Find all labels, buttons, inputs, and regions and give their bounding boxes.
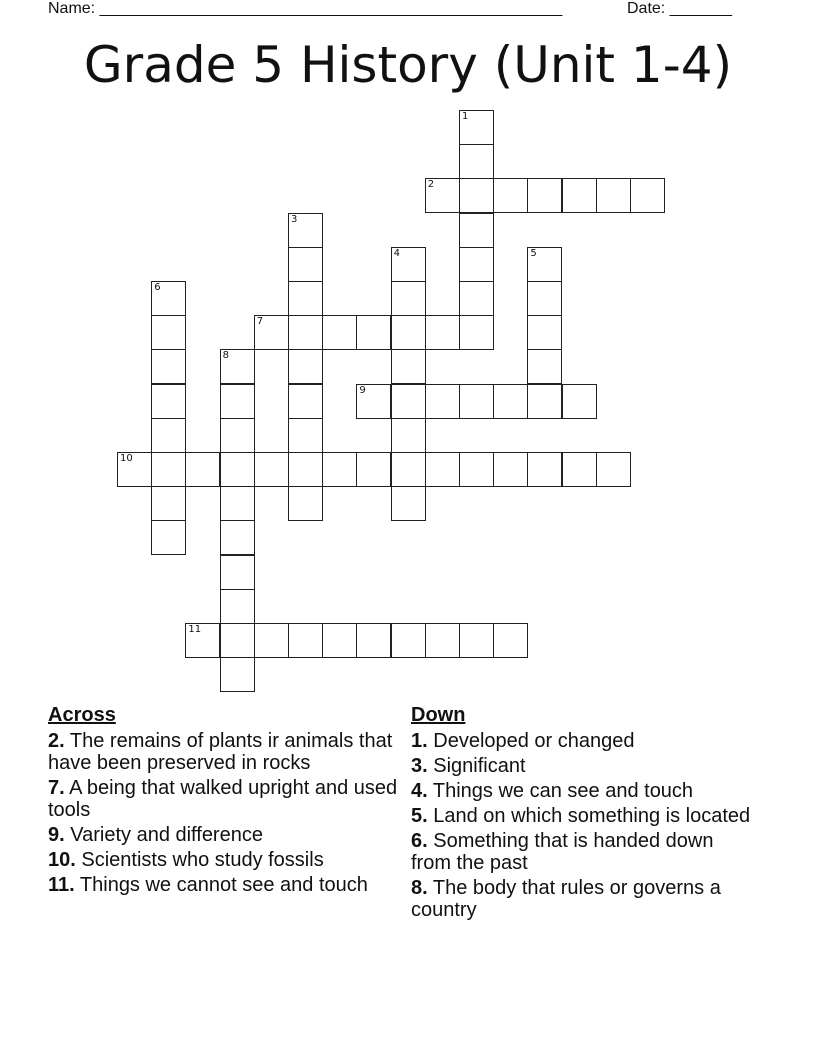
grid-cell[interactable]: [425, 315, 460, 350]
grid-cell[interactable]: [391, 623, 426, 658]
grid-cell[interactable]: [391, 384, 426, 419]
grid-cell[interactable]: [425, 178, 460, 213]
grid-cell[interactable]: [391, 281, 426, 316]
clue-text: Developed or changed: [433, 730, 635, 752]
clue-number-label: 3: [291, 213, 298, 225]
clue-across-11: [48, 874, 398, 896]
grid-cell[interactable]: [288, 623, 323, 658]
grid-cell[interactable]: [527, 349, 562, 384]
grid-cell[interactable]: [459, 178, 494, 213]
grid-cell[interactable]: [220, 384, 255, 419]
grid-cell[interactable]: [220, 418, 255, 453]
grid-cell[interactable]: [220, 520, 255, 555]
clue-number-label: 1: [462, 111, 469, 122]
grid-cell[interactable]: [151, 520, 186, 555]
clue-number: 4.: [411, 780, 428, 802]
clue-number-label: 10: [120, 453, 133, 464]
clue-down-3: [411, 755, 756, 777]
clue-down-6: [411, 830, 756, 874]
grid-cell[interactable]: [630, 178, 665, 213]
clue-number-label: 5: [530, 247, 537, 259]
across-clues: [48, 703, 398, 896]
grid-cell[interactable]: [391, 247, 426, 282]
clue-number: 11.: [48, 874, 75, 896]
grid-cell[interactable]: [391, 349, 426, 384]
grid-cell[interactable]: [459, 144, 494, 179]
grid-cell[interactable]: [185, 452, 220, 487]
grid-cell[interactable]: [493, 178, 528, 213]
grid-cell[interactable]: [459, 384, 494, 419]
clue-text: Land on which something is located: [433, 805, 751, 827]
clue-across-10: [48, 849, 398, 871]
grid-cell[interactable]: [254, 315, 289, 350]
clue-number: 9.: [48, 824, 65, 846]
grid-cell[interactable]: [288, 281, 323, 316]
grid-cell[interactable]: [391, 418, 426, 453]
grid-cell[interactable]: [220, 657, 255, 692]
clue-number-label: 8: [222, 350, 229, 362]
grid-cell[interactable]: [288, 315, 323, 350]
grid-cell[interactable]: [425, 452, 460, 487]
down-heading: Down: [411, 704, 466, 726]
grid-cell[interactable]: [596, 452, 631, 487]
grid-cell[interactable]: [459, 281, 494, 316]
grid-cell[interactable]: [356, 315, 391, 350]
clue-number: 6.: [411, 830, 428, 852]
grid-cell[interactable]: [425, 623, 460, 658]
clue-across-9: [48, 824, 398, 846]
clue-number-label: 9: [359, 384, 366, 396]
clue-down-4: [411, 780, 756, 802]
grid-cell[interactable]: [151, 486, 186, 521]
grid-cell[interactable]: [288, 418, 323, 453]
grid-cell[interactable]: [288, 486, 323, 521]
grid-cell[interactable]: [391, 452, 426, 487]
clue-number-label: 11: [188, 624, 202, 635]
clue-number: 10.: [48, 849, 76, 871]
clue-number: 3.: [411, 755, 428, 777]
grid-cell[interactable]: [527, 315, 562, 350]
clue-down-5: [411, 805, 756, 827]
grid-cell[interactable]: [425, 384, 460, 419]
clue-number-label: 6: [154, 282, 161, 293]
grid-cell[interactable]: [288, 213, 323, 248]
grid-cell[interactable]: [527, 281, 562, 316]
grid-cell[interactable]: [220, 349, 255, 384]
grid-cell[interactable]: [493, 384, 528, 419]
grid-cell[interactable]: [459, 452, 494, 487]
grid-cell[interactable]: [356, 452, 391, 487]
clue-down-8: [411, 877, 756, 921]
grid-cell[interactable]: [459, 110, 494, 145]
date-field[interactable]: Date: _______: [627, 0, 732, 17]
across-heading: Across: [48, 704, 116, 726]
clue-text: Variety and difference: [70, 824, 263, 846]
grid-cell[interactable]: [288, 384, 323, 419]
grid-cell[interactable]: [288, 247, 323, 282]
clue-text: Significant: [433, 755, 526, 777]
down-clues: [411, 703, 756, 921]
grid-cell[interactable]: [220, 623, 255, 658]
grid-cell[interactable]: [527, 452, 562, 487]
grid-cell[interactable]: [151, 315, 186, 350]
clue-number-label: 7: [256, 316, 264, 328]
grid-cell[interactable]: [459, 213, 494, 248]
grid-cell[interactable]: [151, 452, 186, 487]
grid-cell[interactable]: [356, 384, 391, 419]
grid-cell[interactable]: [151, 349, 186, 384]
grid-cell[interactable]: [562, 452, 597, 487]
grid-cell[interactable]: [220, 589, 255, 624]
clue-down-1: [411, 730, 756, 752]
grid-cell[interactable]: [220, 486, 255, 521]
clue-number: 1.: [411, 730, 428, 752]
grid-cell[interactable]: [254, 623, 289, 658]
grid-cell[interactable]: [254, 452, 289, 487]
grid-cell[interactable]: [185, 623, 220, 658]
clue-number: 5.: [411, 805, 428, 827]
grid-cell[interactable]: [493, 452, 528, 487]
grid-cell[interactable]: [288, 349, 323, 384]
grid-cell[interactable]: [151, 384, 186, 419]
clue-text: A being that walked upright and used tools: [48, 777, 398, 821]
grid-cell[interactable]: [527, 247, 562, 282]
grid-cell[interactable]: [562, 384, 597, 419]
clue-text: The body that rules or governs a country: [411, 877, 721, 921]
clue-number: 8.: [411, 877, 428, 899]
grid-cell[interactable]: [459, 623, 494, 658]
grid-cell[interactable]: [527, 178, 562, 213]
grid-cell[interactable]: [391, 486, 426, 521]
clue-number: 7.: [48, 777, 65, 799]
grid-cell[interactable]: [322, 452, 357, 487]
grid-cell[interactable]: [151, 281, 186, 316]
grid-cell[interactable]: [220, 452, 255, 487]
clue-text: Things we can see and touch: [432, 780, 694, 802]
clue-across-2: [48, 730, 398, 774]
grid-cell[interactable]: [220, 555, 255, 590]
name-field[interactable]: Name: ____________________________________________________: [48, 0, 563, 17]
grid-cell[interactable]: [322, 623, 357, 658]
clue-number-label: 2: [427, 179, 435, 191]
grid-cell[interactable]: [117, 452, 152, 487]
page-title: Grade 5 History (Unit 1-4): [83, 36, 733, 94]
grid-cell[interactable]: [459, 247, 494, 282]
grid-cell[interactable]: [356, 623, 391, 658]
grid-cell[interactable]: [493, 623, 528, 658]
clue-text: Things we cannot see and touch: [79, 874, 368, 896]
grid-cell[interactable]: [527, 384, 562, 419]
grid-cell[interactable]: [288, 452, 323, 487]
grid-cell[interactable]: [391, 315, 426, 350]
clue-across-7: [48, 777, 398, 821]
grid-cell[interactable]: [151, 418, 186, 453]
clue-number: 2.: [48, 730, 65, 752]
grid-cell[interactable]: [562, 178, 597, 213]
grid-cell[interactable]: [459, 315, 494, 350]
clue-text: Scientists who study fossils: [81, 849, 324, 871]
clue-number-label: 4: [393, 247, 400, 259]
grid-cell[interactable]: [596, 178, 631, 213]
clue-text: The remains of plants ir animals that have been preserved in rocks: [48, 730, 393, 774]
grid-cell[interactable]: [322, 315, 357, 350]
clue-text: Something that is handed down from the past: [411, 830, 714, 874]
